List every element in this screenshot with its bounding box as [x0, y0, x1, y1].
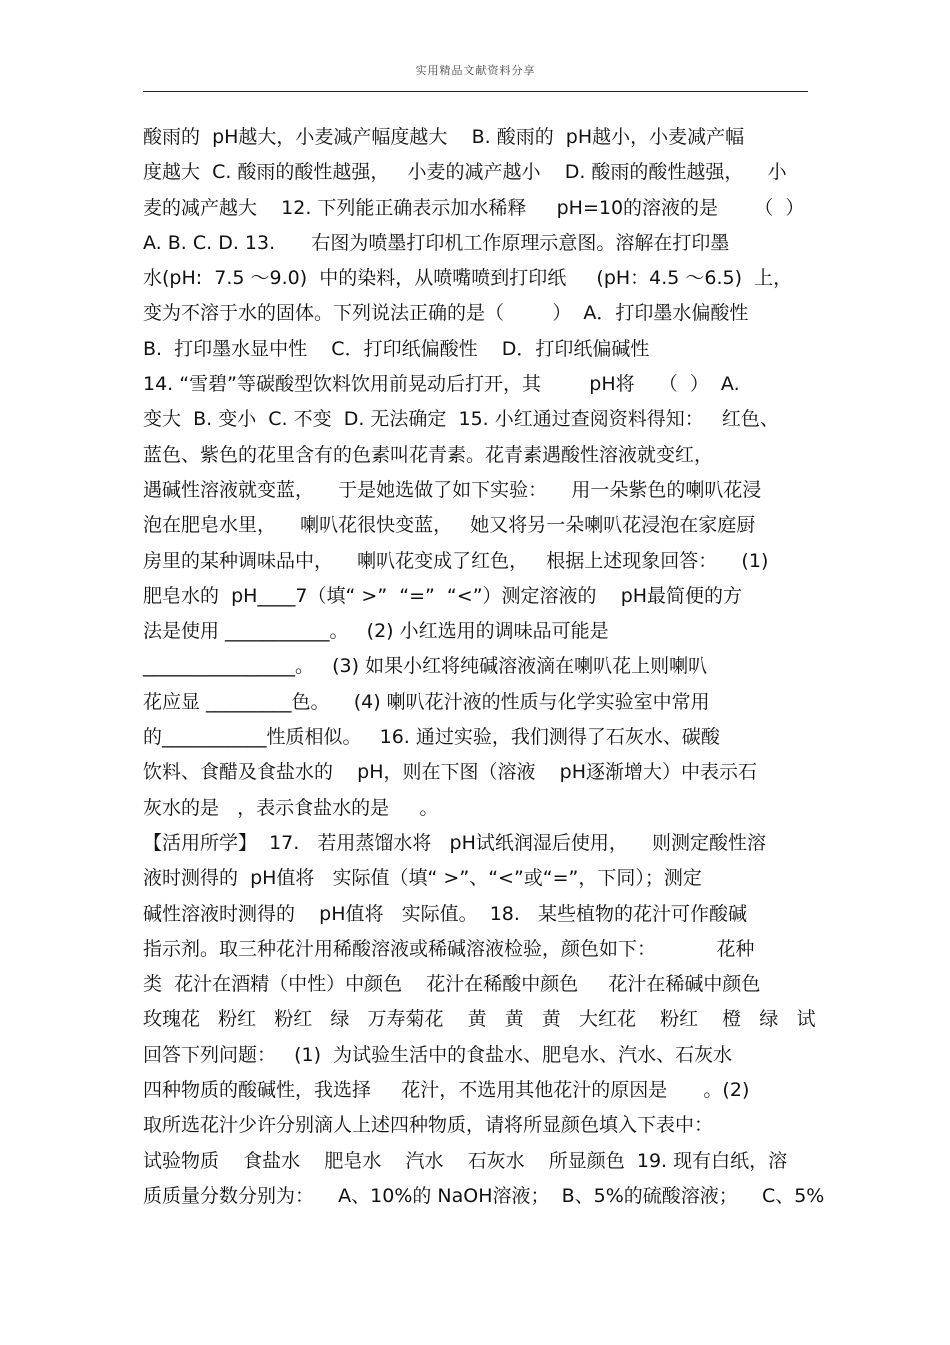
text-line: 房里的某种调味品中， 喇叭花变成了红色， 根据上述现象回答： (1) — [143, 549, 769, 572]
text-line: 取所选花汁少许分别滴人上述四种物质，请将所显颜色填入下表中： — [143, 1114, 714, 1137]
text-line: 14. “雪碧”等碳酸型饮料饮用前晃动后打开，其 pH将 （ ） A. — [143, 373, 740, 396]
text-line: 玫瑰花 粉红 粉红 绿 万寿菊花 黄 黄 黄 大红花 粉红 橙 绿 试 — [143, 1008, 816, 1031]
text-line: 质质量分数分别为： A、10%的 NaOH溶液； B、5%的硫酸溶液； C、5% — [143, 1184, 825, 1207]
text-line: B. 打印墨水显中性 C．打印纸偏酸性 D．打印纸偏碱性 — [143, 337, 650, 360]
text-line: 的___________性质相似。 16. 通过实验，我们测得了石灰水、碳酸 — [143, 726, 720, 749]
text-line: 【活用所学】 17. 若用蒸馏水将 pH试纸润湿后使用， 则测定酸性溶 — [143, 831, 767, 854]
text-line: 蓝色、紫色的花里含有的色素叫花青素。花青素遇酸性溶液就变红， — [143, 443, 714, 466]
text-line: 碱性溶液时测得的 pH值将 实际值。 18. 某些植物的花汁可作酸碱 — [143, 902, 748, 925]
text-line: 花应显 _________色。 (4) 喇叭花汁液的性质与化学实验室中常用 — [143, 690, 710, 713]
text-line: 回答下列问题： (1) 为试验生活中的食盐水、肥皂水、汽水、石灰水 — [143, 1043, 733, 1066]
text-line: A. B. C. D. 13. 右图为喷墨打印机工作原理示意图。溶解在打印墨 — [143, 231, 730, 254]
text-line: 四种物质的酸碱性，我选择 花汁，不选用其他花汁的原因是 。(2) — [143, 1079, 750, 1102]
text-line: 度越大 C. 酸雨的酸性越强， 小麦的减产越小 D. 酸雨的酸性越强， 小 — [143, 161, 787, 184]
text-line: 变为不溶于水的固体。下列说法正确的是（ ） A．打印墨水偏酸性 — [143, 302, 749, 325]
text-line: 灰水的是 ，表示食盐水的是 。 — [143, 796, 439, 819]
text-line: 液时测得的 pH值将 实际值（填“ >”、“<”或“=”，下同）；测定 — [143, 867, 702, 890]
text-line: ________________。 (3) 如果小红将纯碱溶液滴在喇叭花上则喇叭 — [143, 655, 708, 678]
document-body — [143, 120, 825, 1214]
text-line: 肥皂水的 pH____7（填“ >” “=” “<”）测定溶液的 pH最简便的方 — [143, 584, 743, 607]
text-line: 变大 B. 变小 C. 不变 D. 无法确定 15. 小红通过查阅资料得知： 红色、 — [143, 408, 779, 431]
text-line: 法是使用 ___________。 (2) 小红选用的调味品可能是 — [143, 620, 609, 643]
text-line: 饮料、食醋及食盐水的 pH，则在下图（溶液 pH逐渐增大）中表示石 — [143, 761, 758, 784]
header-divider — [143, 91, 808, 92]
text-line: 酸雨的 pH越大，小麦减产幅度越大 B. 酸雨的 pH越小，小麦减产幅 — [143, 126, 745, 148]
text-line: 泡在肥皂水里， 喇叭花很快变蓝， 她又将另一朵喇叭花浸泡在家庭厨 — [143, 514, 756, 537]
text-line: 试验物质 食盐水 肥皂水 汽水 石灰水 所显颜色 19. 现有白纸，溶 — [143, 1149, 788, 1172]
text-line: 指示剂。取三种花汁用稀酸溶液或稀碱溶液检验，颜色如下： 花种 — [143, 937, 755, 960]
text-line: 类 花汁在酒精（中性）中颜色 花汁在稀酸中颜色 花汁在稀碱中颜色 — [143, 973, 761, 996]
text-line: 麦的减产越大 12. 下列能正确表示加水稀释 pH=10的溶液的是 （ ） — [143, 196, 805, 219]
text-line: 遇碱性溶液就变蓝， 于是她选做了如下实验： 用一朵紫色的喇叭花浸 — [143, 478, 762, 501]
page-header: 实用精品文献资料分享 — [415, 64, 536, 77]
text-line: 水(pH: 7.5 ～9.0) 中的染料，从喷嘴喷到打印纸 (pH：4.5 ～6.5) 上， — [143, 267, 793, 290]
